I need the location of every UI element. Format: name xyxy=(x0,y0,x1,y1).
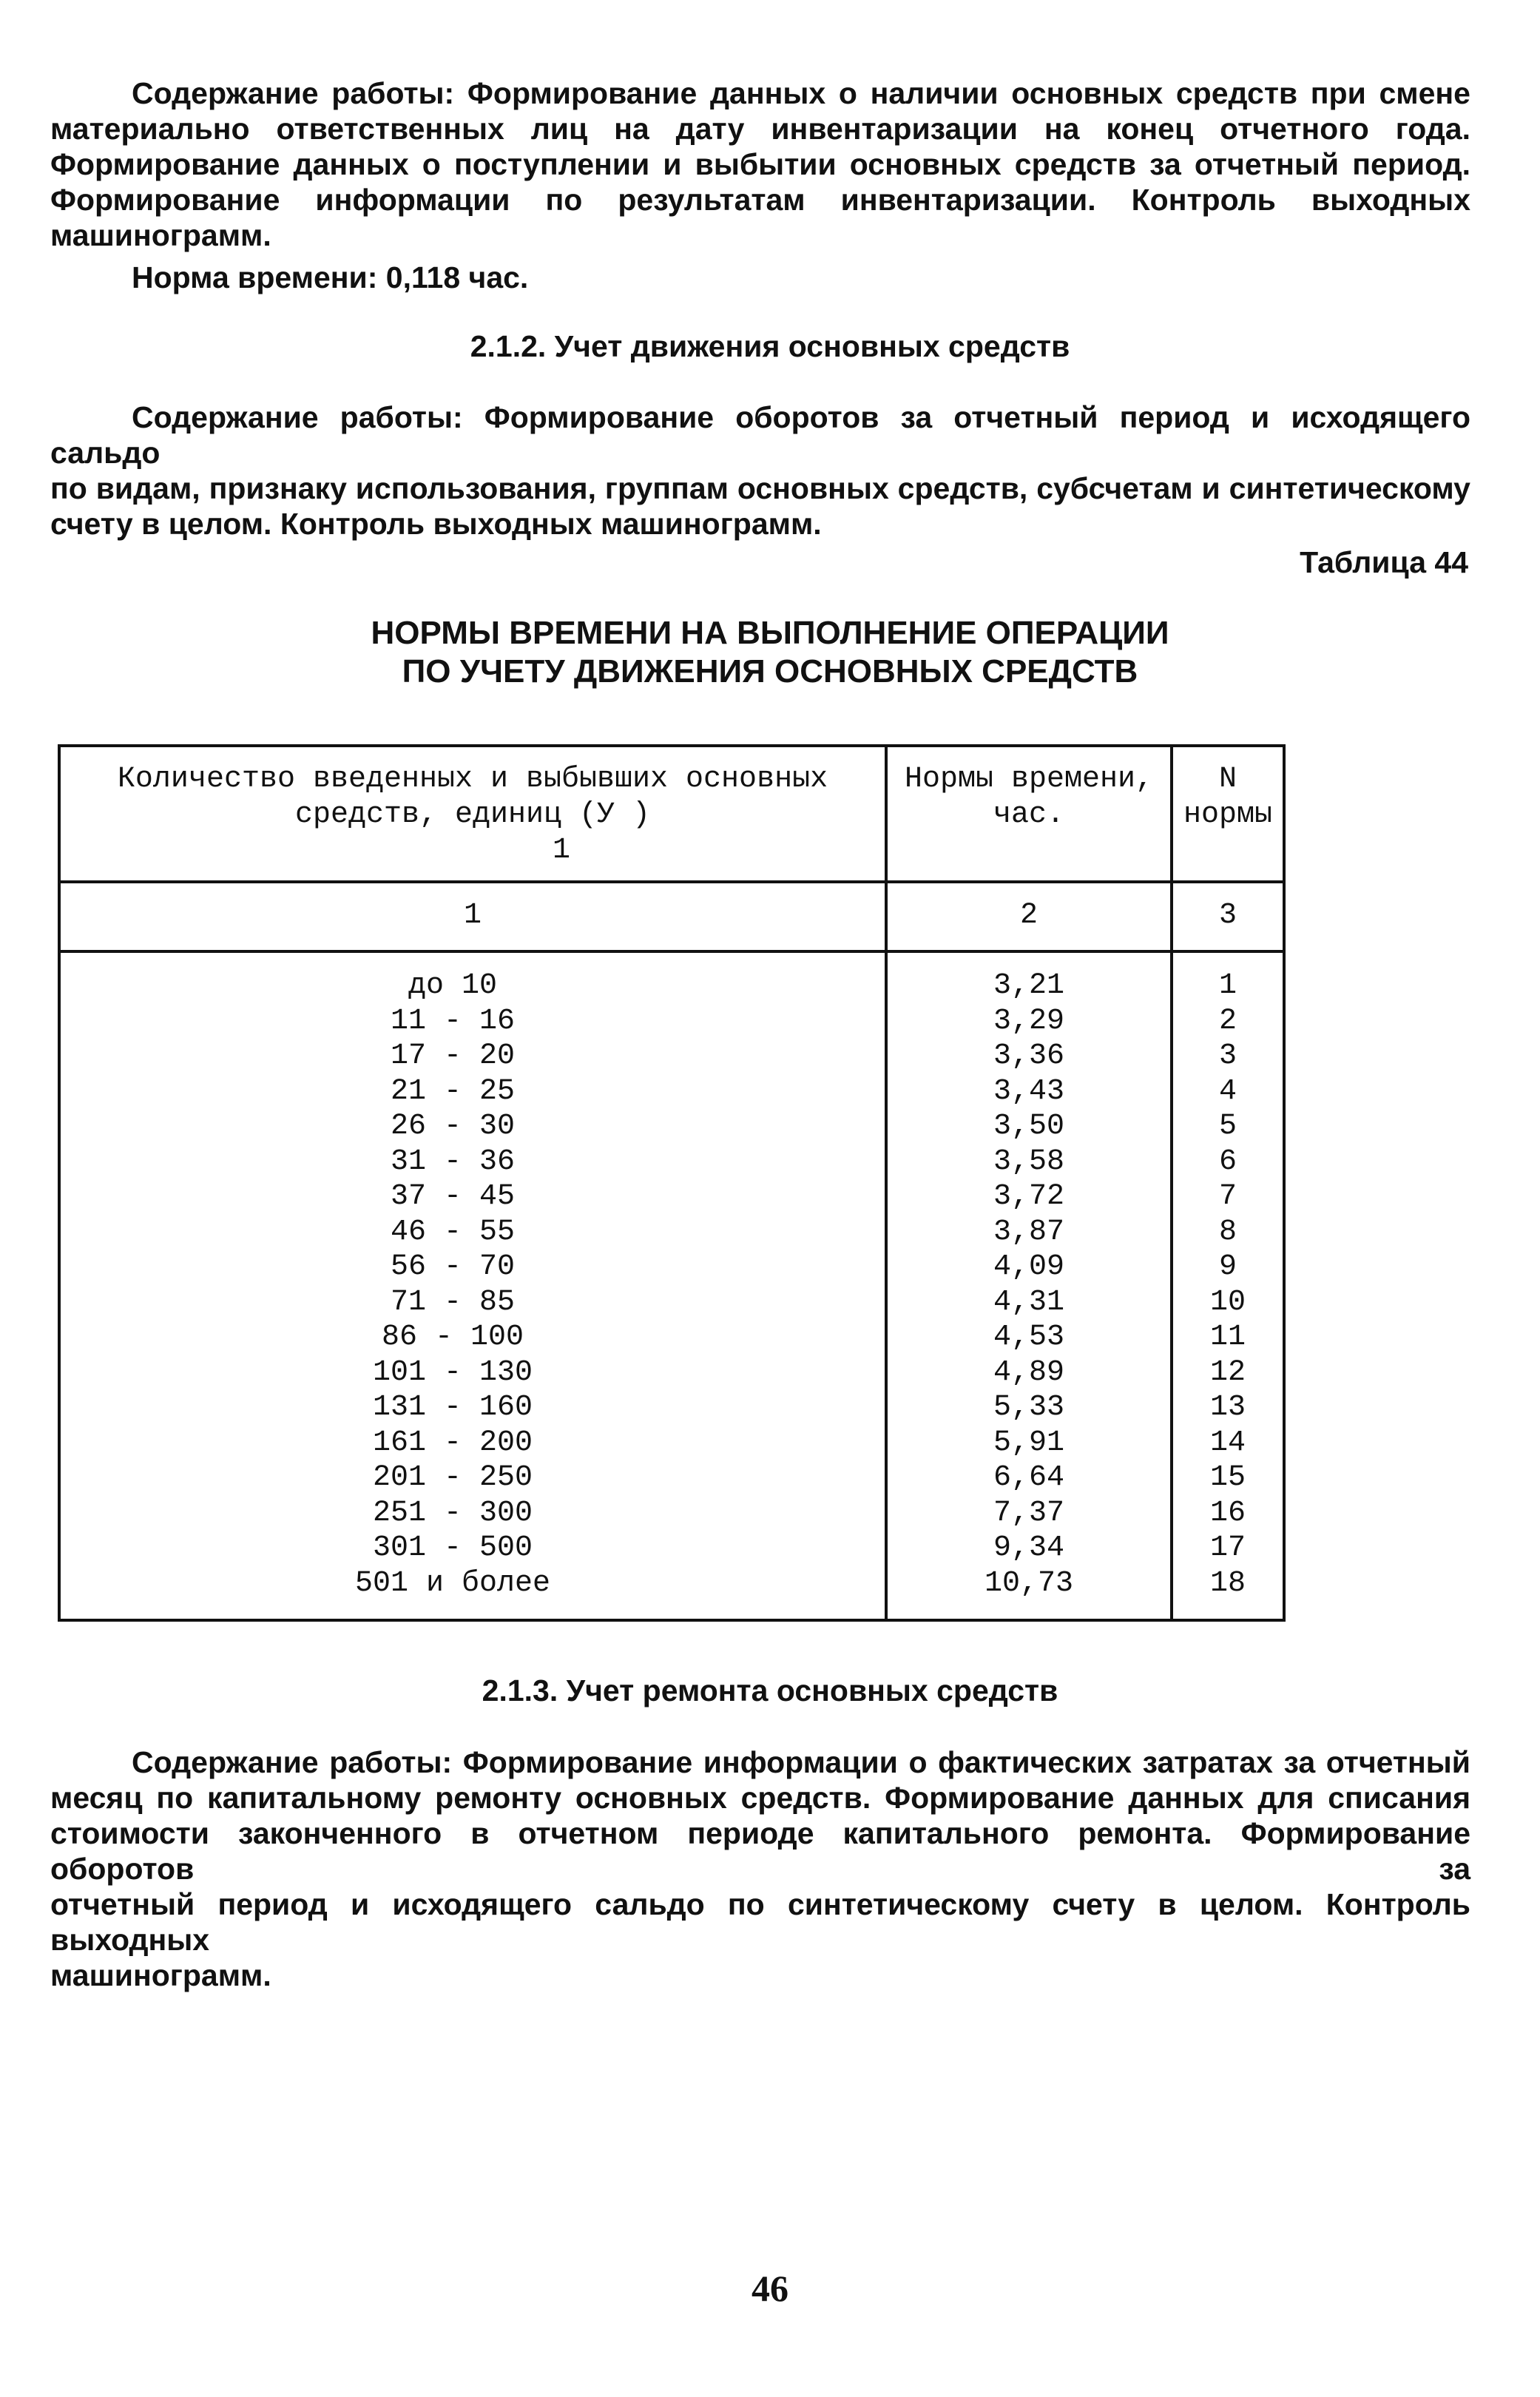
column-number-1: 1 xyxy=(463,899,482,932)
norm-number-cell: 12 xyxy=(1209,1355,1246,1389)
text-line: счету в целом. Контроль выходных машинограмм. xyxy=(50,507,822,541)
quantity-range-cell: 56 - 70 xyxy=(390,1250,516,1284)
time-norm-cell: 4,31 xyxy=(993,1285,1064,1319)
text-line: машинограмм. xyxy=(50,1958,271,1992)
quantity-range-cell: 71 - 85 xyxy=(390,1285,516,1319)
norm-number-cell: 5 xyxy=(1218,1110,1237,1143)
header-norm-number-line-2: нормы xyxy=(1183,798,1273,832)
work-content-paragraph-1 xyxy=(50,75,1470,253)
header-norm-number-line-1: N xyxy=(1218,763,1237,796)
text-line: по видам, признаку использования, группам основных средств, субсчетам и синтетическому xyxy=(50,471,1470,505)
time-norm-cell: 4,53 xyxy=(993,1321,1064,1354)
time-norm-cell: 3,87 xyxy=(993,1215,1064,1249)
norm-number-cell: 8 xyxy=(1218,1215,1237,1249)
table-label: Таблица 44 xyxy=(1300,545,1468,579)
norm-number-cell: 10 xyxy=(1209,1285,1246,1319)
quantity-range-cell: 501 и более xyxy=(354,1566,551,1600)
time-norm-cell: 3,29 xyxy=(993,1004,1064,1038)
time-norm-cell: 5,91 xyxy=(993,1426,1064,1460)
header-time-norms xyxy=(888,762,1170,833)
norm-number-cell: 11 xyxy=(1209,1321,1246,1354)
text-line: Формирование информации по результатам инвентаризации. Контроль выходных xyxy=(50,183,1470,217)
table-title-line-2: ПО УЧЕТУ ДВИЖЕНИЯ ОСНОВНЫХ СРЕДСТВ xyxy=(402,653,1138,690)
quantity-range-cell: до 10 xyxy=(408,969,498,1002)
text-line: месяц по капитальному ремонту основных средств. Формирование данных для списания xyxy=(50,1781,1470,1815)
norm-number-cell: 9 xyxy=(1218,1250,1237,1284)
quantity-range-cell: 161 - 200 xyxy=(372,1426,533,1460)
time-norm-cell: 3,43 xyxy=(993,1074,1064,1108)
norm-number-cell: 13 xyxy=(1209,1391,1246,1424)
norm-number-cell: 16 xyxy=(1209,1496,1246,1530)
page-number: 46 xyxy=(752,2268,788,2309)
norm-number-cell: 4 xyxy=(1218,1074,1237,1108)
column-number-3: 3 xyxy=(1218,899,1237,932)
quantity-range-cell: 26 - 30 xyxy=(390,1110,516,1143)
quantity-range-column xyxy=(61,968,845,1601)
text-line: машинограмм. xyxy=(50,218,271,252)
time-norm-cell: 5,33 xyxy=(993,1391,1064,1424)
norm-number-cell: 2 xyxy=(1218,1004,1237,1038)
text-line: материально ответственных лиц на дату инвентаризации на конец отчетного года. xyxy=(50,112,1470,146)
header-time-norms-line-2: час. xyxy=(993,798,1064,832)
time-norm-cell: 3,36 xyxy=(993,1039,1064,1073)
quantity-range-cell: 46 - 55 xyxy=(390,1215,516,1249)
time-norm-cell: 6,64 xyxy=(993,1461,1064,1494)
quantity-range-cell: 86 - 100 xyxy=(381,1321,524,1354)
norm-number-cell: 14 xyxy=(1209,1426,1246,1460)
time-norm: Норма времени: 0,118 час. xyxy=(132,260,529,294)
time-norm-cell: 4,89 xyxy=(993,1355,1064,1389)
quantity-range-cell: 11 - 16 xyxy=(390,1004,516,1038)
norm-number-cell: 1 xyxy=(1218,969,1237,1002)
quantity-range-cell: 37 - 45 xyxy=(390,1180,516,1213)
norm-number-cell: 15 xyxy=(1209,1461,1246,1494)
quantity-range-cell: 31 - 36 xyxy=(390,1144,516,1179)
text-line: Содержание работы: Формирование информации о фактических затратах за отчетный xyxy=(132,1745,1470,1779)
text-line: стоимости законченного в отчетном периоде капитального ремонта. Формирование оборотов за xyxy=(50,1816,1470,1886)
time-norm-cell: 10,73 xyxy=(984,1566,1074,1600)
norm-number-cell: 7 xyxy=(1218,1180,1237,1213)
work-content-paragraph-3 xyxy=(50,1744,1470,1993)
time-norm-cell: 3,50 xyxy=(993,1110,1064,1143)
time-norm-cell: 9,34 xyxy=(993,1531,1064,1565)
section-heading-2-1-2: 2.1.2. Учет движения основных средств xyxy=(470,329,1070,363)
quantity-range-cell: 251 - 300 xyxy=(372,1496,533,1530)
text-line: Формирование данных о поступлении и выбытии основных средств за отчетный период. xyxy=(50,147,1470,181)
work-content-paragraph-2 xyxy=(50,400,1470,542)
norm-number-cell: 17 xyxy=(1209,1531,1246,1565)
header-quantity-subscript: 1 xyxy=(552,834,570,867)
column-number-2: 2 xyxy=(1019,899,1038,932)
text-line: Содержание работы: Формирование оборотов за отчетный период и исходящего сальдо xyxy=(50,400,1470,470)
table-title-line-1: НОРМЫ ВРЕМЕНИ НА ВЫПОЛНЕНИЕ ОПЕРАЦИИ xyxy=(371,615,1169,651)
text-line: отчетный период и исходящего сальдо по синтетическому счету в целом. Контроль выходных xyxy=(50,1887,1470,1957)
norm-number-cell: 6 xyxy=(1218,1144,1237,1179)
quantity-range-cell: 17 - 20 xyxy=(390,1039,516,1073)
header-divider xyxy=(58,880,1286,883)
header-divider xyxy=(58,950,1286,953)
quantity-range-cell: 21 - 25 xyxy=(390,1074,516,1108)
header-quantity-line-2: средств, единиц (У ) xyxy=(294,798,651,832)
norm-number-cell: 18 xyxy=(1209,1566,1246,1600)
quantity-range-cell: 101 - 130 xyxy=(372,1355,533,1389)
quantity-range-cell: 201 - 250 xyxy=(372,1461,533,1494)
quantity-range-cell: 301 - 500 xyxy=(372,1531,533,1565)
header-norm-number xyxy=(1173,762,1283,833)
quantity-range-cell: 131 - 160 xyxy=(372,1391,533,1424)
norm-number-cell: 3 xyxy=(1218,1039,1237,1073)
time-norm-cell: 3,58 xyxy=(993,1144,1064,1179)
header-quantity-line-1: Количество введенных и выбывших основных xyxy=(117,763,828,796)
time-norm-cell: 4,09 xyxy=(993,1250,1064,1284)
text-line: Содержание работы: Формирование данных о наличии основных средств при смене xyxy=(132,76,1470,110)
section-heading-2-1-3: 2.1.3. Учет ремонта основных средств xyxy=(482,1673,1058,1707)
time-norm-cell: 7,37 xyxy=(993,1496,1064,1530)
header-quantity xyxy=(61,762,885,869)
time-norm-cell: 3,72 xyxy=(993,1180,1064,1213)
time-norm-cell: 3,21 xyxy=(993,969,1064,1002)
norm-number-column xyxy=(1173,968,1283,1601)
header-time-norms-line-1: Нормы времени, xyxy=(904,763,1154,796)
time-norm-column xyxy=(888,968,1170,1601)
